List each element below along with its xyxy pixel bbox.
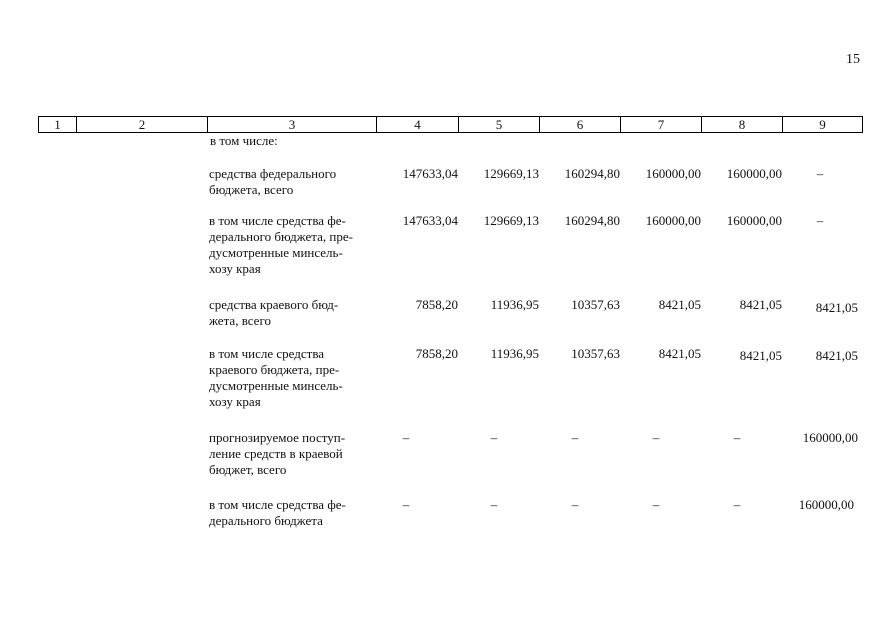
row-description [209,346,368,410]
value-col-5: – [490,497,498,512]
value-col-7: 8421,05 [658,346,701,361]
description-line: дерального бюджета, пре- [209,229,353,244]
row-description [209,297,368,329]
value-col-7: – [652,497,660,512]
description-line: дусмотренные минсель- [209,245,343,260]
value-col-4: – [402,497,410,512]
value-col-5: 129669,13 [483,213,539,228]
value-col-8: 8421,05 [739,297,782,312]
row-description [209,430,368,478]
description-line: жета, всего [209,313,271,328]
value-col-9: 8421,05 [815,300,858,315]
value-col-5: 11936,95 [490,346,539,361]
value-col-4: 147633,04 [402,166,458,181]
description-line: ление средств в краевой [209,446,343,461]
value-col-7: 160000,00 [645,213,701,228]
value-col-6: 160294,80 [564,213,620,228]
description-line: средства федерального [209,166,337,181]
row-description [209,497,368,529]
value-col-4: – [402,430,410,445]
value-col-9: 160000,00 [798,497,854,512]
column-number-3: 3 [208,117,377,133]
description-line: средства краевого бюд- [209,297,339,312]
description-line: дусмотренные минсель- [209,378,343,393]
value-col-6: – [571,497,579,512]
column-number-6: 6 [540,117,621,133]
description-line: краевого бюджета, пре- [209,362,340,377]
description-line: хозу края [209,261,261,276]
column-number-header [38,116,863,133]
value-col-5: – [490,430,498,445]
value-col-6: 10357,63 [571,297,620,312]
description-line: прогнозируемое поступ- [209,430,346,445]
value-col-4: 7858,20 [415,346,458,361]
value-col-7: – [652,430,660,445]
column-number-2: 2 [77,117,208,133]
column-number-4: 4 [377,117,459,133]
value-col-5: 129669,13 [483,166,539,181]
description-line: бюджет, всего [209,462,287,477]
value-col-6: – [571,430,579,445]
column-number-9: 9 [783,117,863,133]
value-col-9: – [816,166,824,181]
column-number-5: 5 [459,117,540,133]
value-col-9: 8421,05 [815,348,858,363]
including-label: в том числе: [210,133,278,148]
description-line: дерального бюджета [209,513,323,528]
description-line: в том числе средства фе- [209,497,346,512]
value-col-8: 160000,00 [726,166,782,181]
value-col-7: 160000,00 [645,166,701,181]
description-line: бюджета, всего [209,182,294,197]
value-col-6: 10357,63 [571,346,620,361]
description-line: хозу края [209,394,261,409]
column-number-7: 7 [621,117,702,133]
description-line: в том числе средства [209,346,325,361]
description-line: в том числе средства фе- [209,213,346,228]
row-description [209,213,368,277]
value-col-5: 11936,95 [490,297,539,312]
column-number-8: 8 [702,117,783,133]
value-col-4: 7858,20 [415,297,458,312]
value-col-9: – [816,213,824,228]
value-col-9: 160000,00 [802,430,858,445]
value-col-4: 147633,04 [402,213,458,228]
value-col-8: 8421,05 [739,348,782,363]
value-col-8: – [733,430,741,445]
value-col-6: 160294,80 [564,166,620,181]
row-description [209,166,368,198]
page-number: 15 [846,52,860,67]
column-number-1: 1 [39,117,77,133]
value-col-8: 160000,00 [726,213,782,228]
value-col-7: 8421,05 [658,297,701,312]
value-col-8: – [733,497,741,512]
